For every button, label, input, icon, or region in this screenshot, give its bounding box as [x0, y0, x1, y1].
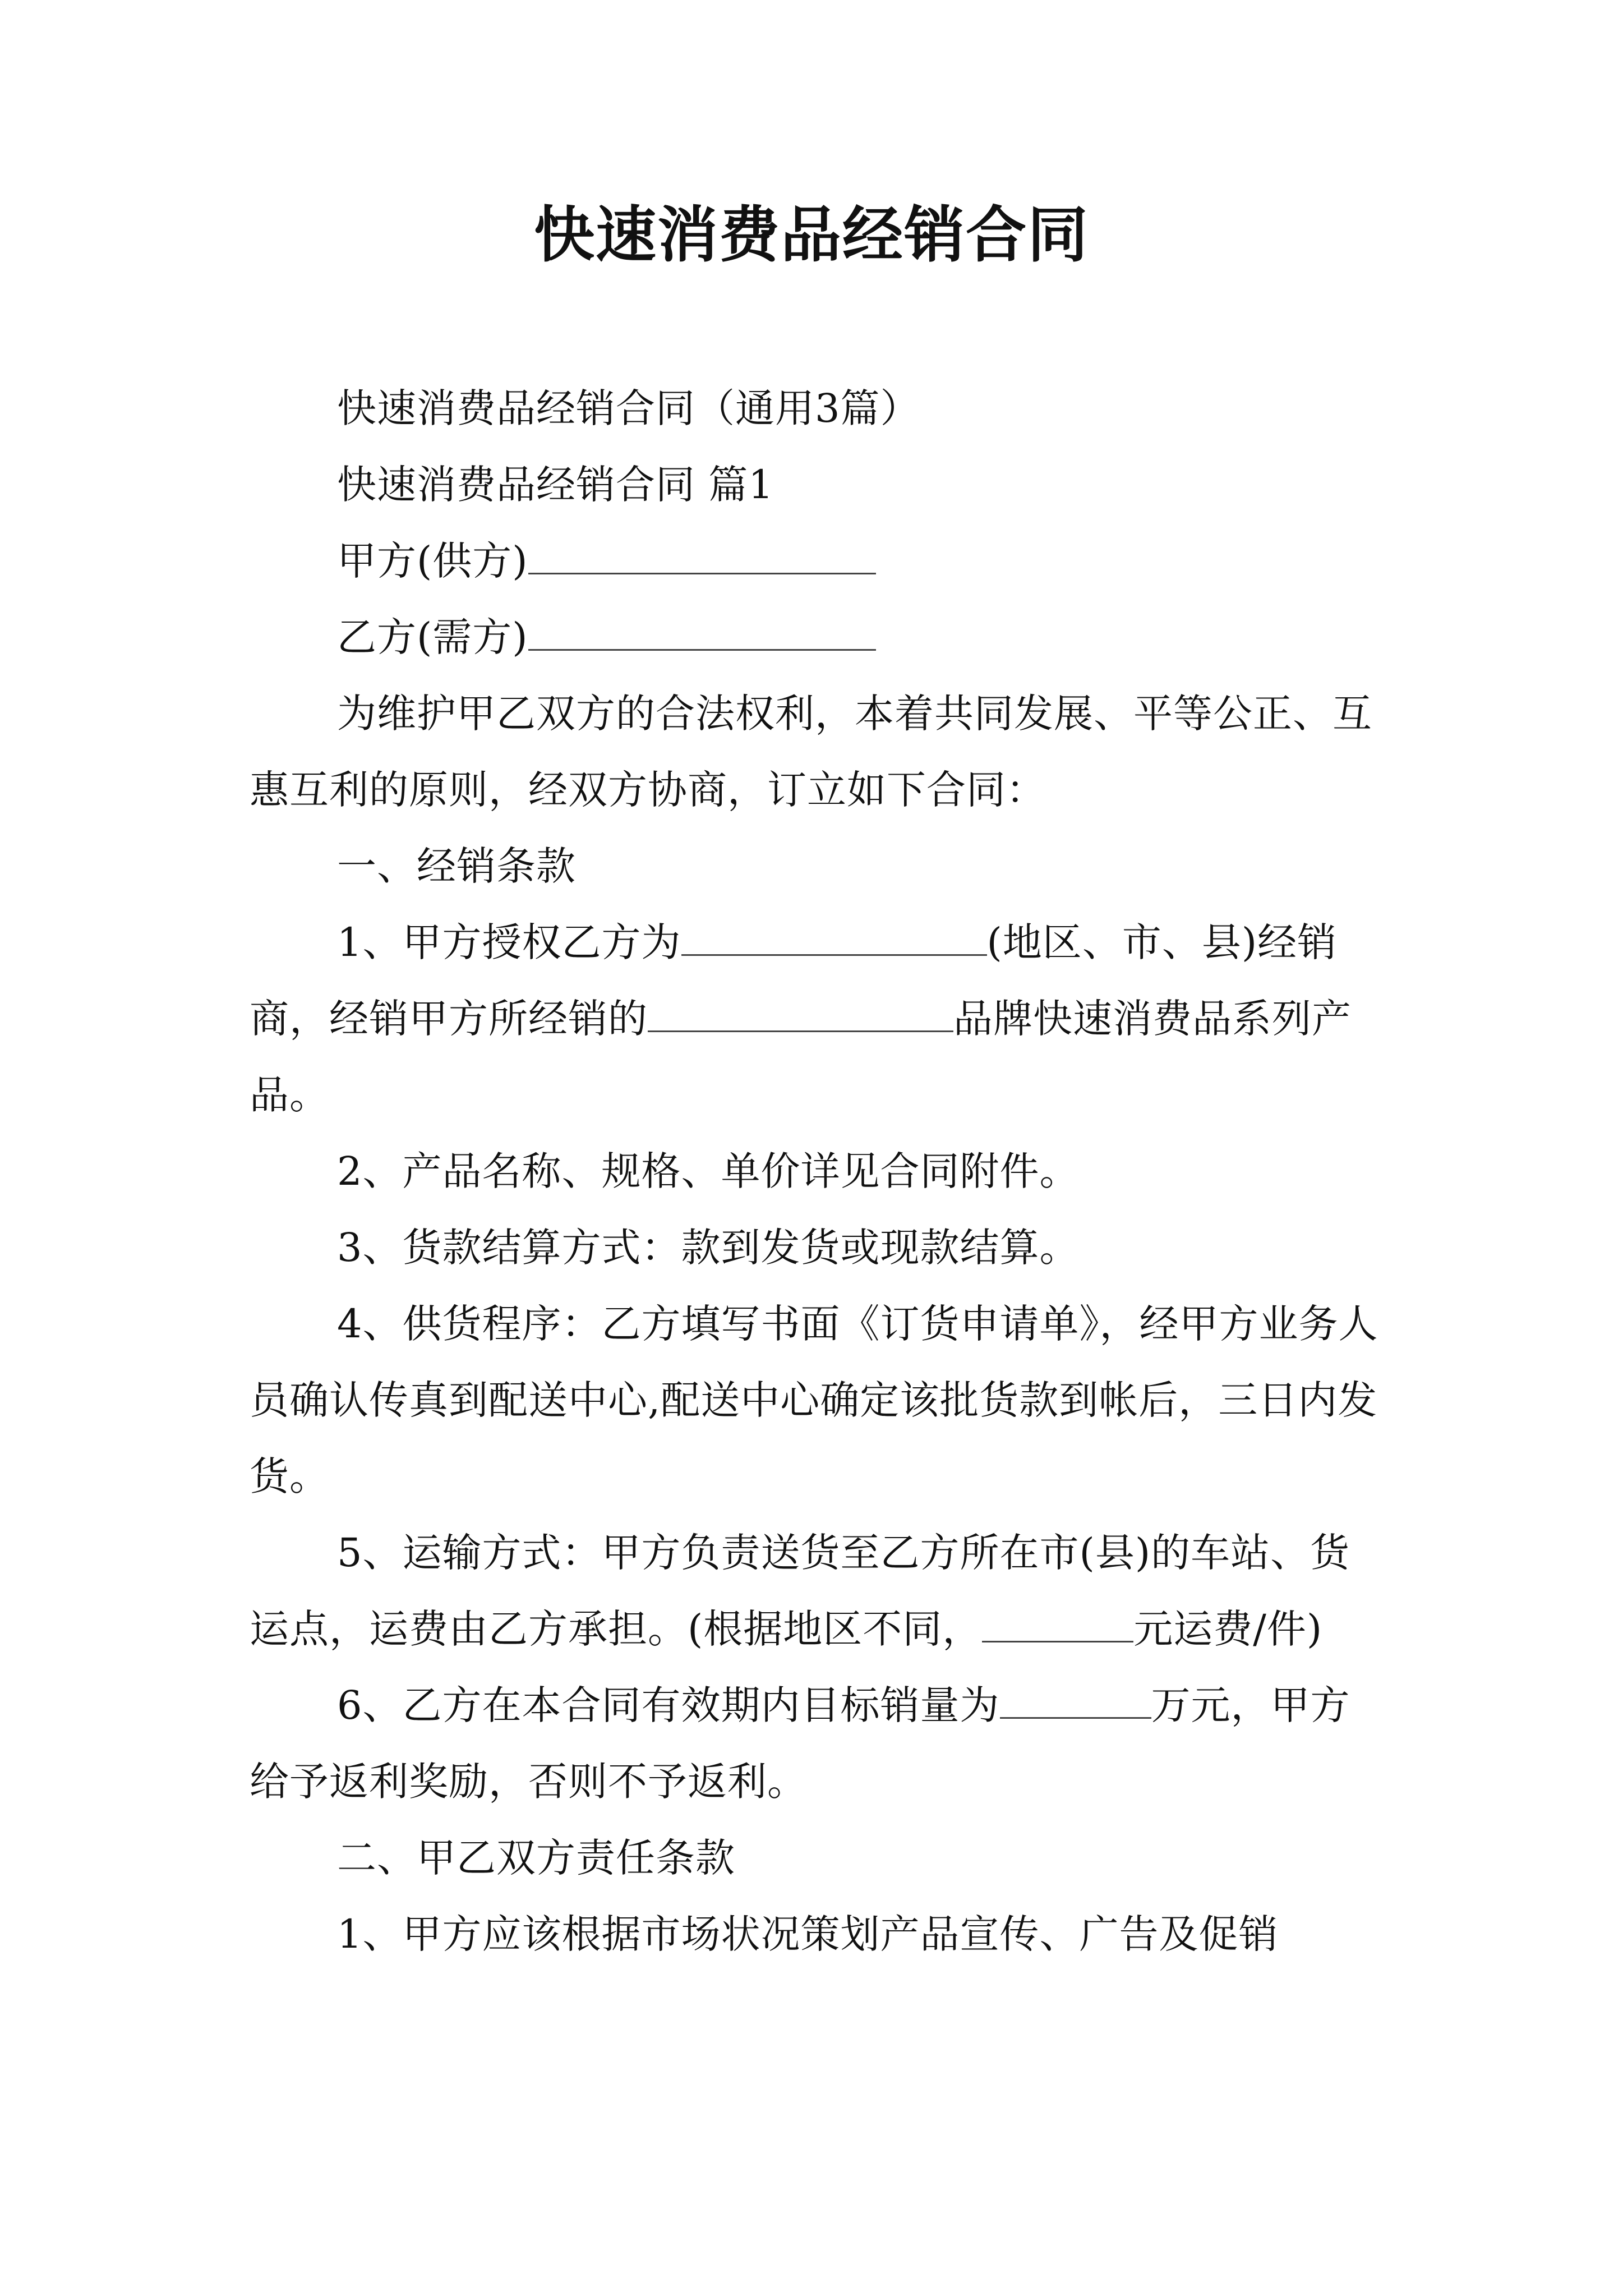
freight-blank [982, 1591, 1133, 1642]
clause-1-text-b: (地区、市、县)经销商，经销甲方所经销的 [250, 919, 1338, 1042]
document-title: 快速消费品经销合同 [533, 200, 1089, 270]
clause-5-transport [250, 1515, 1388, 1667]
clause-responsibility-1: 1、甲方应该根据市场状况策划产品宣传、广告及促销 [337, 1911, 1279, 1957]
paragraph-subtitle: 快速消费品经销合同（通用3篇） [337, 385, 920, 431]
heading-distribution-terms: 一、经销条款 [337, 843, 576, 889]
region-blank [681, 905, 987, 956]
party-a-label: 甲方(供方) [337, 538, 528, 584]
paragraph-party-a [250, 523, 1388, 599]
heading-responsibilities: 二、甲乙双方责任条款 [337, 1835, 735, 1881]
document-body [250, 370, 1388, 1972]
paragraph-preamble: 为维护甲乙双方的合法权利，本着共同发展、平等公正、互惠互利的原则，经双方协商，订立如下合同： [250, 691, 1372, 813]
party-b-blank [528, 600, 876, 651]
target-blank [1000, 1668, 1151, 1719]
clause-1-text-a: 1、甲方授权乙方为 [337, 919, 681, 965]
clause-5-text-a: 5、运输方式：甲方负责送货至乙方所在市(县)的车站、货运点，运费由乙方承担。(根据地区不同， [250, 1530, 1350, 1652]
brand-blank [648, 981, 953, 1032]
paragraph-party-b [250, 599, 1388, 675]
clause-6-text-a: 6、乙方在本合同有效期内目标销量为 [337, 1682, 1000, 1728]
clause-1-authorization [250, 904, 1388, 1133]
paragraph-section-heading: 快速消费品经销合同 篇1 [337, 462, 774, 508]
clause-4-supply-procedure: 4、供货程序：乙方填写书面《订货申请单》，经甲方业务人员确认传真到配送中心,配送中心确定该批货款到帐后，三日内发货。 [250, 1301, 1378, 1499]
clause-5-text-b: 元运费/件) [1133, 1606, 1323, 1652]
party-a-blank [528, 523, 876, 574]
clause-2-products: 2、产品名称、规格、单价详见合同附件。 [337, 1148, 1080, 1194]
clause-6-sales-target [250, 1667, 1388, 1820]
clause-1-text-c: 品牌快速消费品系列产品。 [250, 996, 1352, 1118]
party-b-label: 乙方(需方) [337, 614, 528, 660]
clause-3-payment: 3、货款结算方式：款到发货或现款结算。 [337, 1225, 1080, 1271]
clause-6-text-b: 万元，甲方给予返利奖励，否则不予返利。 [250, 1682, 1350, 1805]
